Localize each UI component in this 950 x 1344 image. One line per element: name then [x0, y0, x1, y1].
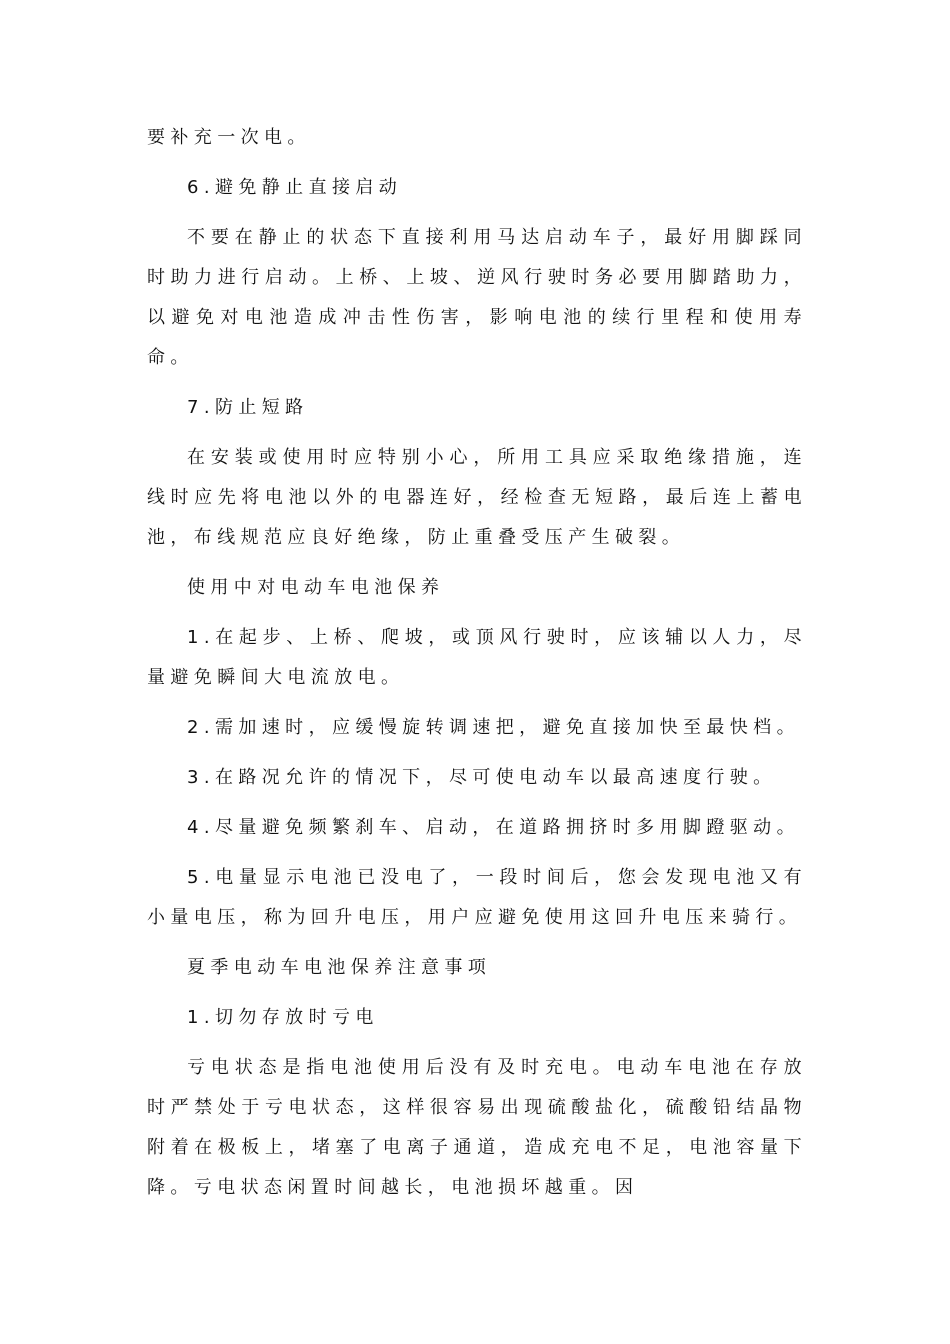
list-item-usage-3: 3.在路况允许的情况下，尽可使电动车以最高速度行驶。 — [187, 767, 777, 788]
paragraph-short-circuit: 在安装或使用时应特别小心，所用工具应采取绝缘措施，连线时应先将电池以外的电器连好，经检查无短路，最后连上蓄电池，布线规范应良好绝缘，防止重叠受压产生破裂。 — [147, 447, 807, 548]
paragraph-continuation: 要补充一次电。 — [147, 127, 311, 148]
document-body — [147, 118, 807, 1218]
section-heading-prevent-short-circuit: 7.防止短路 — [187, 397, 309, 418]
list-item-usage-5: 5.电量显示电池已没电了，一段时间后，您会发现电池又有小量电压，称为回升电压，用户应避免使用这回升电压来骑行。 — [147, 867, 807, 928]
section-heading-usage-maintenance: 使用中对电动车电池保养 — [187, 577, 445, 598]
list-item-usage-1: 1.在起步、上桥、爬坡，或顶风行驶时，应该辅以人力，尽量避免瞬间大电流放电。 — [147, 627, 807, 688]
subheading-no-low-charge-storage: 1.切勿存放时亏电 — [187, 1007, 379, 1028]
list-item-usage-2: 2.需加速时，应缓慢旋转调速把，避免直接加快至最快档。 — [187, 717, 800, 738]
section-heading-avoid-static-start: 6.避免静止直接启动 — [187, 177, 403, 198]
section-heading-summer-maintenance: 夏季电动车电池保养注意事项 — [187, 957, 492, 978]
list-item-usage-4: 4.尽量避免频繁刹车、启动，在道路拥挤时多用脚蹬驱动。 — [187, 817, 800, 838]
paragraph-static-start: 不要在静止的状态下直接利用马达启动车子，最好用脚踩同时助力进行启动。上桥、上坡、逆风行驶时务必要用脚踏助力，以避免对电池造成冲击性伤害，影响电池的续行里程和使用寿命。 — [147, 227, 807, 368]
paragraph-low-charge-state: 亏电状态是指电池使用后没有及时充电。电动车电池在存放时严禁处于亏电状态，这样很容易出现硫酸盐化，硫酸铅结晶物附着在极板上，堵塞了电离子通道，造成充电不足，电池容量下降。亏电状态闲置时间越长，电池损坏越重。因 — [147, 1057, 807, 1198]
